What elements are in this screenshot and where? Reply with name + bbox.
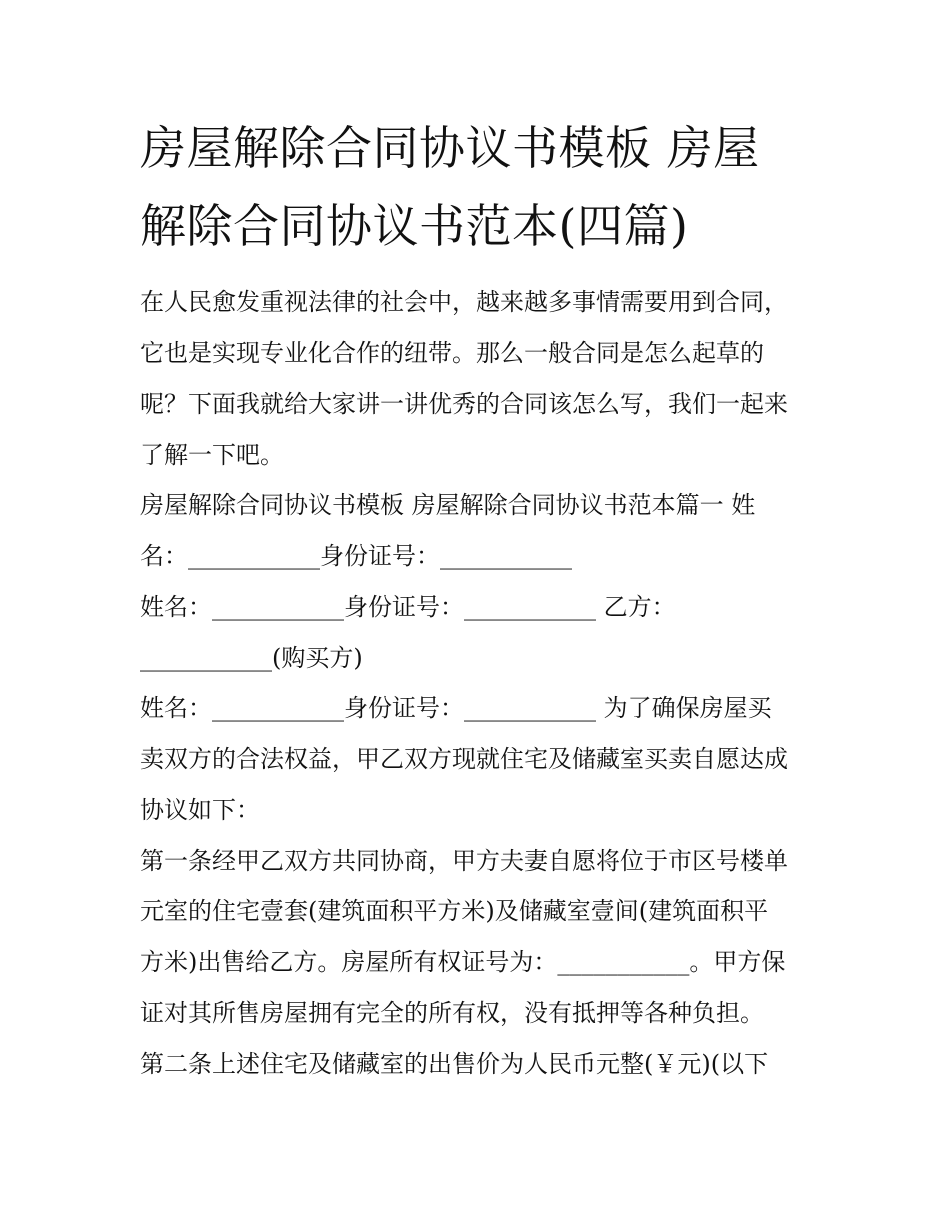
body-line: 在人民愈发重视法律的社会中，越来越多事情需要用到合同， — [140, 288, 788, 316]
body-line: ___________(购买方) — [140, 644, 363, 672]
body-line: 姓名：___________身份证号：___________ 为了确保房屋买 — [140, 694, 772, 722]
body-line: 方米)出售给乙方。房屋所有权证号为：___________。甲方保 — [140, 948, 786, 976]
body-line: 卖双方的合法权益，甲乙双方现就住宅及储藏室买卖自愿达成 — [140, 745, 788, 773]
document-title-line-1: 房屋解除合同协议书模板 房屋 — [140, 121, 760, 175]
body-line: 协议如下： — [140, 796, 260, 824]
document-title-line-2: 解除合同协议书范本(四篇) — [140, 199, 689, 253]
body-line: 第二条上述住宅及储藏室的出售价为人民币元整(￥元)(以下 — [140, 1050, 769, 1078]
body-line: 第一条经甲乙双方共同协商，甲方夫妻自愿将位于市区号楼单 — [140, 847, 788, 875]
body-line: 它也是实现专业化合作的纽带。那么一般合同是怎么起草的 — [140, 339, 764, 367]
body-line: 呢？下面我就给大家讲一讲优秀的合同该怎么写，我们一起来 — [140, 390, 788, 418]
body-line: 姓名：___________身份证号：___________ 乙方： — [140, 593, 676, 621]
body-line: 元室的住宅壹套(建筑面积平方米)及储藏室壹间(建筑面积平 — [140, 897, 769, 925]
body-line: 了解一下吧。 — [140, 441, 284, 469]
body-line: 名：___________身份证号：___________ — [140, 542, 572, 570]
body-line: 证对其所售房屋拥有完全的所有权，没有抵押等各种负担。 — [140, 999, 764, 1027]
body-line: 房屋解除合同协议书模板 房屋解除合同协议书范本篇一 姓 — [140, 491, 756, 519]
